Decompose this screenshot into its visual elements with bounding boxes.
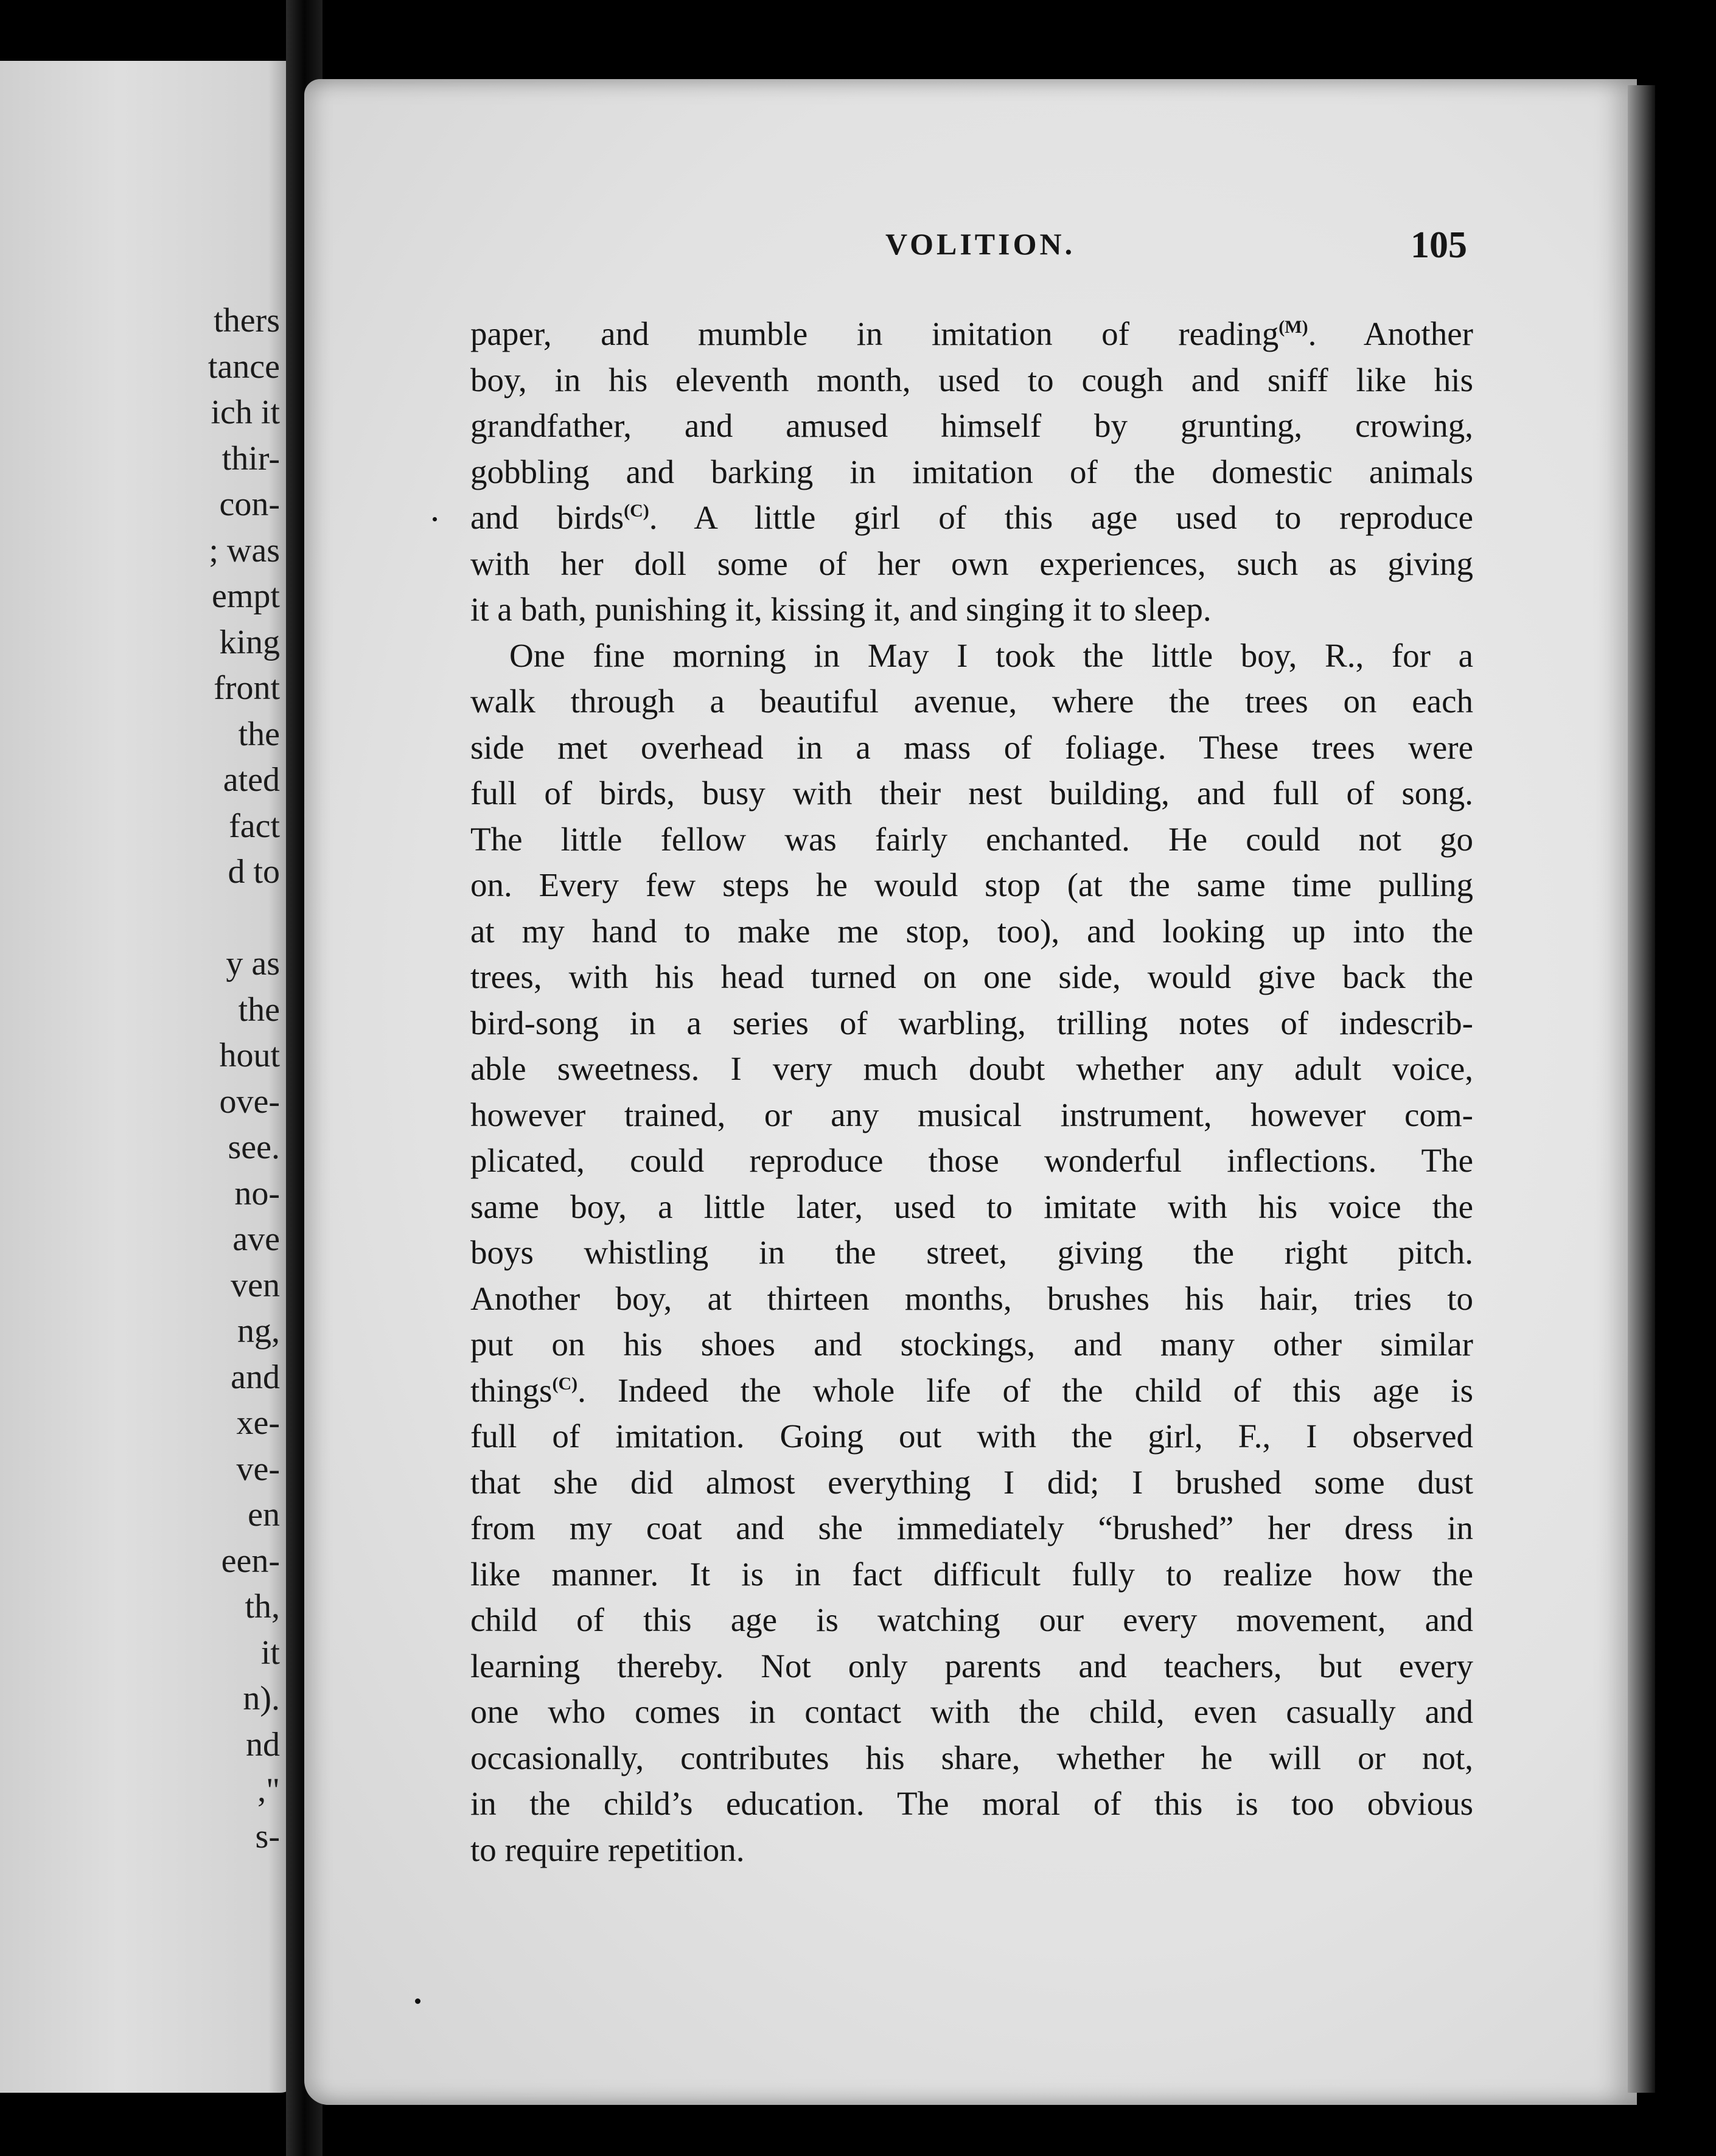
previous-page-fragment-line: en xyxy=(248,1496,280,1534)
previous-page-fragment-line: it xyxy=(260,1633,280,1672)
text-line: trees, with his head turned on one side, would give back the xyxy=(470,958,1473,995)
text-line: side met overhead in a mass of foliage. These trees were xyxy=(470,728,1473,766)
previous-page-fragment-line: nd xyxy=(246,1725,280,1764)
line-text: . Indeed the whole life of the child of this age is xyxy=(577,1371,1473,1409)
text-line: full of birds, busy with their nest building, and full of song. xyxy=(470,774,1473,812)
text-line: boy, in his eleventh month, used to cough and sniff like his xyxy=(470,361,1473,398)
text-line: like manner. It is in fact difficult fully to realize how the xyxy=(470,1555,1473,1593)
previous-page-fragment-line: ove- xyxy=(219,1082,280,1121)
previous-page-fragment-line: ve- xyxy=(236,1450,280,1488)
citation-marker: (C) xyxy=(552,1373,578,1394)
previous-page-fragment-line: empt xyxy=(212,577,280,615)
text-line: on. Every few steps he would stop (at the same time pulling xyxy=(470,866,1473,903)
previous-page-fragment-line: n). xyxy=(243,1680,280,1717)
previous-page-fragment-line: een- xyxy=(221,1542,280,1580)
previous-page-fragment-line: xe- xyxy=(236,1404,280,1442)
previous-page-fragment-line: ich it xyxy=(211,394,280,431)
margin-speck xyxy=(415,1998,420,2004)
text-line: Another boy, at thirteen months, brushes his hair, tries to xyxy=(470,1279,1473,1317)
page-edge xyxy=(1628,85,1655,2093)
text-line: in the child’s education. The moral of this is too obvious xyxy=(470,1785,1473,1822)
text-line: plicated, could reproduce those wonderful inflections. The xyxy=(470,1142,1473,1179)
text-line: learning thereby. Not only parents and teachers, but every xyxy=(470,1647,1473,1685)
text-line: The little fellow was fairly enchanted. He could not go xyxy=(470,820,1473,858)
line-text: paper, and mumble in imitation of reading xyxy=(470,315,1279,352)
text-line: put on his shoes and stockings, and many other similar xyxy=(470,1326,1473,1363)
previous-page-fragment-line: s- xyxy=(255,1817,280,1855)
line-text: things xyxy=(470,1371,553,1409)
previous-page-fragment-line: and xyxy=(231,1358,280,1396)
previous-page-fragment-line: tance xyxy=(208,347,280,386)
previous-page-fragment-line: ven xyxy=(231,1266,280,1304)
previous-page-fragment-line: d to xyxy=(228,853,280,891)
text-line: gobbling and barking in imitation of the domestic animals xyxy=(470,453,1473,490)
citation-marker: (C) xyxy=(624,501,649,521)
text-line: occasionally, contributes his share, whether he will or not, xyxy=(470,1739,1473,1776)
text-line: that she did almost everything I did; I brushed some dust xyxy=(470,1463,1473,1501)
previous-page-fragment-line: see. xyxy=(228,1128,280,1166)
previous-page-fragment-line: the xyxy=(238,715,280,753)
text-line: it a bath, punishing it, kissing it, and singing it to sleep. xyxy=(470,591,1212,628)
text-line: with her doll some of her own experiences, such as giving xyxy=(470,544,1473,582)
previous-page-fragment-line: ," xyxy=(257,1772,280,1809)
text-line: one who comes in contact with the child, even casually and xyxy=(470,1693,1473,1730)
text-line: at my hand to make me stop, too), and looking up into the xyxy=(470,912,1473,950)
line-text: and birds xyxy=(470,499,624,536)
text-line: child of this age is watching our every movement, and xyxy=(470,1601,1473,1638)
text-line: boys whistling in the street, giving the right pitch. xyxy=(470,1234,1473,1271)
text-line xyxy=(470,1368,1473,1414)
text-line: bird-song in a series of warbling, trilling notes of indescrib- xyxy=(470,1004,1473,1041)
previous-page-fragment-line: thir- xyxy=(221,439,280,478)
line-text: . A little girl of this age used to reproduce xyxy=(649,499,1473,536)
previous-page-fragment-line: front xyxy=(214,669,280,707)
text-line: One fine morning in May I took the little boy, R., for a xyxy=(509,636,1473,674)
previous-page-fragment-line: y as xyxy=(226,945,280,982)
previous-page-fragment-line: king xyxy=(219,623,280,661)
previous-page-fragment-line: no- xyxy=(234,1174,280,1212)
text-line xyxy=(470,311,1473,357)
previous-page-fragment-line: th, xyxy=(245,1588,280,1626)
previous-page-fragment-line: ng, xyxy=(237,1312,280,1350)
previous-page-fragment-line: fact xyxy=(229,807,280,845)
body-text xyxy=(470,311,1473,1873)
line-text: . Another xyxy=(1308,315,1473,352)
page-number: 105 xyxy=(1411,224,1467,266)
previous-page-fragment-line: ated xyxy=(223,761,280,799)
text-line: from my coat and she immediately “brushed” her dress in xyxy=(470,1509,1473,1546)
citation-marker: (M) xyxy=(1278,317,1308,337)
text-line: same boy, a little later, used to imitate with his voice the xyxy=(470,1188,1473,1225)
text-line: walk through a beautiful avenue, where the trees on each xyxy=(470,683,1473,720)
previous-page-fragment-line xyxy=(97,895,280,942)
text-line: full of imitation. Going out with the girl, F., I observed xyxy=(470,1417,1473,1455)
previous-page-text xyxy=(97,298,280,1860)
previous-page-fragment-line: the xyxy=(238,990,280,1029)
text-line: grandfather, and amused himself by grunting, crowing, xyxy=(470,407,1473,444)
margin-speck xyxy=(433,517,437,521)
previous-page-fragment-line: con- xyxy=(219,485,280,523)
previous-page-fragment-line: ; was xyxy=(209,531,280,569)
text-line xyxy=(470,495,1473,541)
previous-page-fragment-line: hout xyxy=(219,1037,280,1074)
text-line: able sweetness. I very much doubt whether any adult voice, xyxy=(470,1050,1473,1087)
text-line: to require repetition. xyxy=(470,1831,745,1868)
running-head: VOLITION. xyxy=(885,227,1076,261)
previous-page-fragment xyxy=(0,61,298,2093)
previous-page-fragment-line: ave xyxy=(232,1220,280,1258)
text-line: however trained, or any musical instrument, however com- xyxy=(470,1096,1473,1133)
previous-page-fragment-line: thers xyxy=(214,302,280,339)
